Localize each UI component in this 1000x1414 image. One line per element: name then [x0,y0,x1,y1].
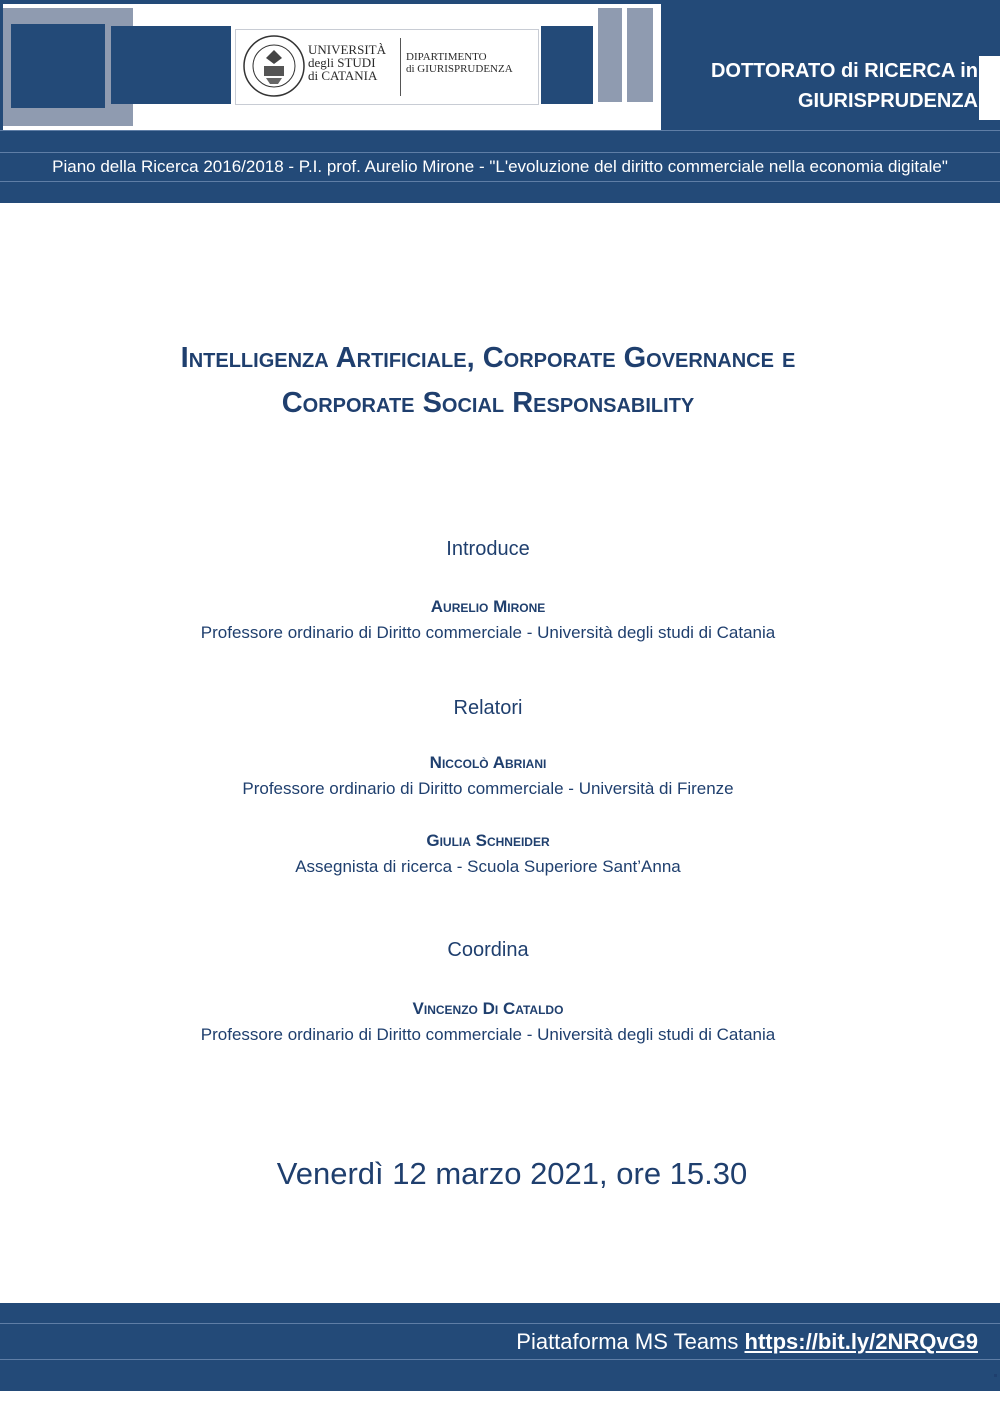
footer-divider-bottom [0,1359,1000,1360]
event-title-line-1: Intelligenza Artificiale, Corporate Governance e [180,342,796,374]
decor-block-navy-left [11,24,105,108]
speaker-1-affiliation: Professore ordinario di Diritto commerciale - Università di Firenze [242,779,734,798]
decor-block-navy-mid [111,26,231,104]
footer-dot [994,1374,997,1377]
platform-label: Piattaforma MS Teams [516,1329,739,1354]
introducer-name: Aurelio Mirone [430,597,546,616]
coordinator-affiliation: Professore ordinario di Diritto commerciale - Università degli studi di Catania [200,1025,776,1044]
coordinator-label: Coordina [447,939,529,961]
doctorate-line-2: GIURISPRUDENZA [797,90,978,112]
header-divider-bottom [0,181,1000,182]
footer-divider-top [0,1323,1000,1324]
event-title-line-2: Corporate Social Responsability [281,387,695,419]
event-title [100,336,876,426]
university-seal-icon [242,34,306,98]
speaker-1-name: Niccolò Abriani [429,753,547,772]
research-plan-line: Piano della Ricerca 2016/2018 - P.I. prof. Aurelio Mirone - "L'evoluzione del diritto commerciale nella economia digitale" [52,157,948,176]
decor-block-grey-right-2 [627,8,653,102]
doctorate-line-1: DOTTORATO di RICERCA in [710,60,978,82]
department-name: DIPARTIMENTO di GIURISPRUDENZA [406,51,513,75]
logo-panel [3,4,661,130]
event-date-time: Venerdì 12 marzo 2021, ore 15.30 [276,1156,748,1191]
coordinator-name: Vincenzo Di Cataldo [412,999,564,1018]
platform-info [0,1326,978,1358]
logo-separator [400,38,401,96]
speaker-2-name: Giulia Schneider [426,831,550,850]
university-name: UNIVERSITÀ degli STUDI di CATANIA [308,42,386,83]
university-logo [235,29,539,105]
decor-block-grey-right-1 [598,8,622,102]
header-divider-top [0,130,1000,131]
doctorate-title [668,56,978,120]
teams-link[interactable]: https://bit.ly/2NRQvG9 [744,1329,978,1354]
introduce-label: Introduce [446,538,530,560]
header-white-tab [979,56,1000,120]
speaker-2-affiliation: Assegnista di ricerca - Scuola Superiore Sant’Anna [295,857,681,876]
speakers-label: Relatori [453,697,523,719]
decor-block-navy-right [541,26,593,104]
introducer-affiliation: Professore ordinario di Diritto commerciale - Università degli studi di Catania [200,623,776,642]
